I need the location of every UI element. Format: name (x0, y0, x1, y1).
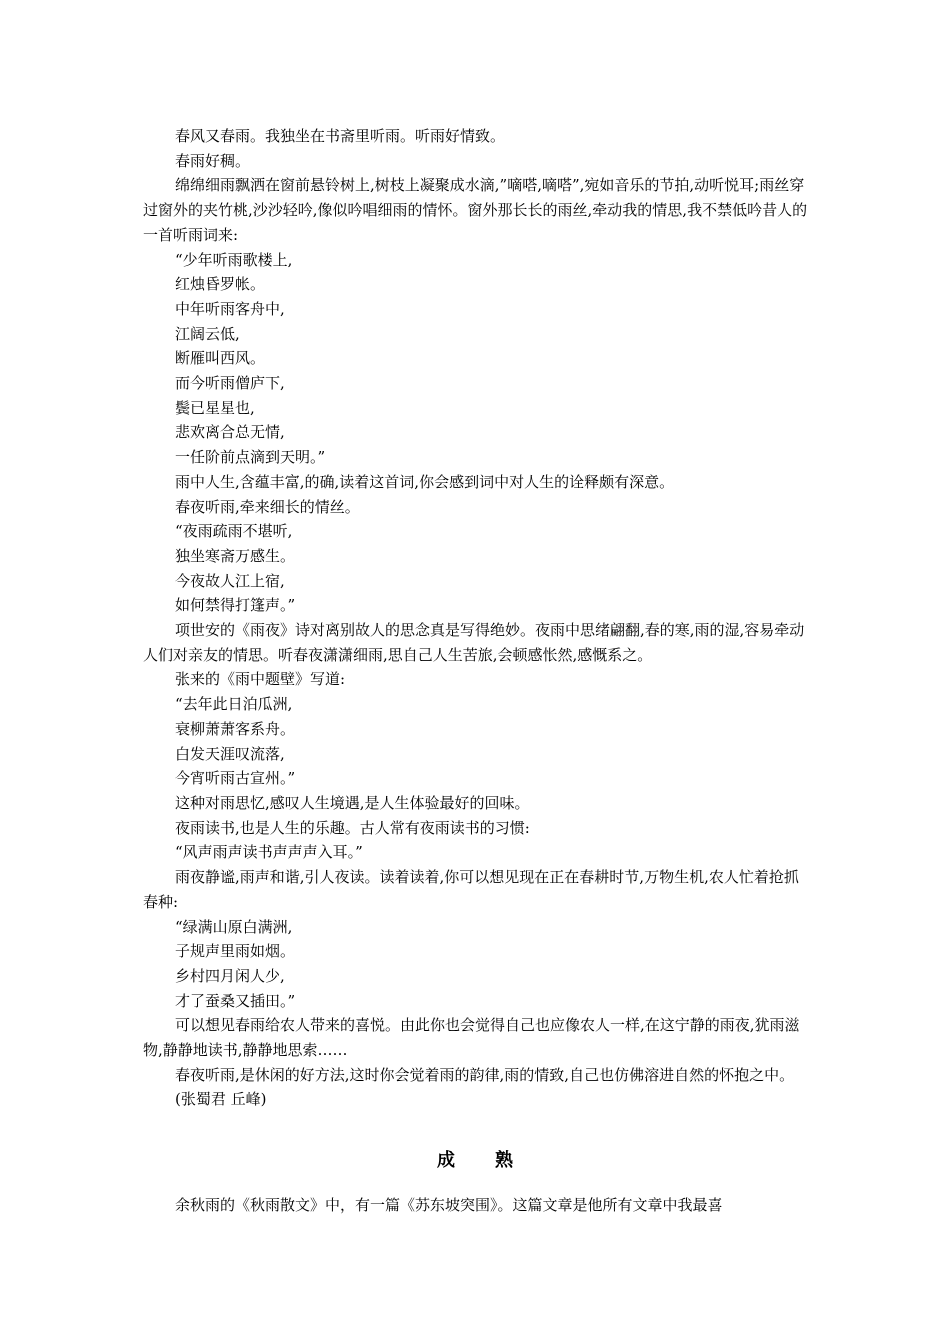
poem-line: “夜雨疏雨不堪听, (175, 522, 293, 541)
poem-line: 今宵听雨古宣州。” (175, 769, 296, 788)
poem-line: 今夜故人江上宿, (175, 571, 285, 590)
paragraph: 这种对雨思忆,感叹人生境遇,是人生体验最好的回味。 (175, 793, 530, 812)
poem-line: 断雁叫西风。 (175, 349, 266, 368)
paragraph: 春风又春雨。我独坐在书斋里听雨。听雨好情致。 (175, 127, 506, 145)
paragraph: 可以想见春雨给农人带来的喜悦。由此你也会觉得自己也应像农人一样,在这宁静的雨夜,犹雨滋物,静静地读书,静静地思索…… (143, 1016, 800, 1060)
poem-line: “风声雨声读书声声声入耳。” (175, 843, 363, 862)
poem-line: “绿满山原白满洲, (175, 917, 293, 936)
paragraph: 张来的《雨中题壁》写道: (175, 670, 346, 689)
poem-line: 衰柳萧萧客系舟。 (175, 719, 296, 738)
paragraph: 春夜听雨,牵来细长的情丝。 (175, 497, 360, 516)
poem-line: 白发天涯叹流落, (175, 744, 285, 763)
poem-line: 子规声里雨如烟。 (175, 942, 296, 961)
poem-line: 悲欢离合总无情, (175, 423, 285, 442)
title-char: 成 (437, 1150, 455, 1171)
paragraph: 绵绵细雨飘洒在窗前悬铃树上,树枝上凝聚成水滴,”嘀嗒,嘀嗒”,宛如音乐的节拍,动听悦耳;雨丝穿过窗外的夹竹桃,沙沙轻吟,像似吟唱细雨的情怀。窗外那长长的雨丝,牵动我的情思,我不禁低吟昔人的一首听雨词来: (143, 176, 808, 244)
paragraph: 雨夜静谧,雨声和谐,引人夜读。读着读着,你可以想见现在正在春耕时节,万物生机,农人忙着抢抓春种: (143, 868, 799, 911)
poem-line: 江阔云低, (175, 324, 240, 343)
poem-line: 红烛昏罗帐。 (175, 275, 266, 294)
poem-line: 一任阶前点滴到天明。” (175, 448, 326, 467)
poem-line: 鬓已星星也, (175, 398, 255, 417)
poem-line: 如何禁得打篷声。” (175, 596, 296, 615)
poem-line: 而今听雨僧庐下, (175, 374, 285, 393)
title-char: 熟 (495, 1150, 513, 1171)
poem-line: “去年此日泊瓜洲, (175, 695, 293, 714)
paragraph: 夜雨读书,也是人生的乐趣。古人常有夜雨读书的习惯: (175, 818, 530, 837)
paragraph: 春雨好稠。 (175, 151, 251, 170)
poem-line: 才了蚕桑又插田。” (175, 991, 296, 1010)
poem-line: 中年听雨客舟中, (175, 299, 285, 318)
poem-line: “少年听雨歌楼上, (175, 250, 293, 269)
paragraph: 雨中人生,含蕴丰富,的确,读着这首词,你会感到词中对人生的诠释颇有深意。 (175, 472, 675, 491)
next-article-title (0, 1146, 950, 1172)
author-credit: (张蜀君 丘峰) (175, 1090, 267, 1109)
poem-line: 独坐寒斋万感生。 (175, 546, 296, 565)
poem-line: 乡村四月闲人少, (175, 966, 285, 985)
next-article-first-line: 余秋雨的《秋雨散文》中，有一篇《苏东坡突围》。这篇文章是他所有文章中我最喜 (175, 1196, 723, 1214)
paragraph: 春夜听雨,是休闲的好方法,这时你会觉着雨的韵律,雨的情致,自己也仿佛溶进自然的怀抱之中。 (175, 1065, 795, 1084)
paragraph: 项世安的《雨夜》诗对离别故人的思念真是写得绝妙。夜雨中思绪翩翻,春的寒,雨的湿,容易牵动人们对亲友的情思。听春夜潇潇细雨,思自己人生苦旅,会顿感怅然,感慨系之。 (143, 621, 805, 664)
article-body (143, 124, 813, 1112)
